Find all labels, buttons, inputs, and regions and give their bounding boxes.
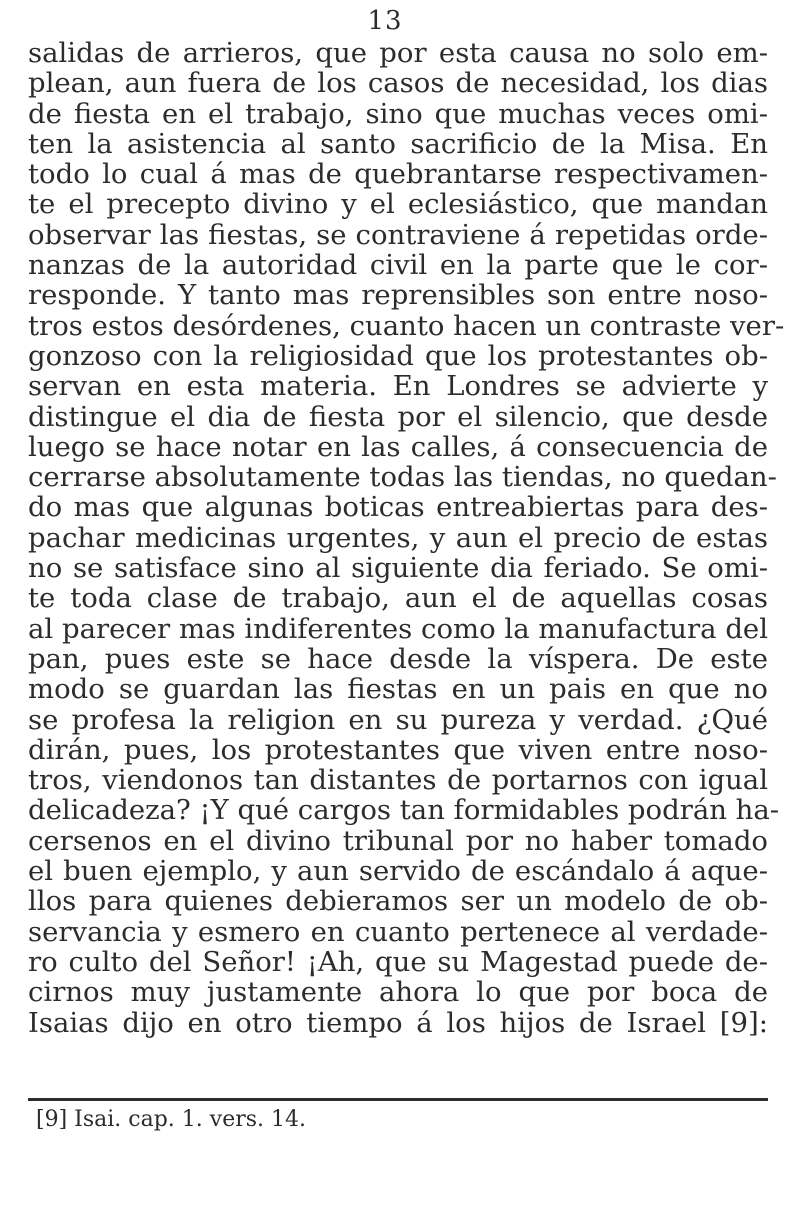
text-line: tros estos desórdenes, cuanto hacen un contraste ver-: [28, 309, 785, 342]
text-line: dirán, pues, los protestantes que viven entre noso-: [28, 733, 768, 766]
text-line: luego se hace notar en las calles, á consecuencia de: [28, 430, 768, 463]
text-line: cersenos en el divino tribunal por no haber tomado: [28, 824, 768, 857]
text-line: salidas de arrieros, que por esta causa no solo em-: [28, 37, 768, 69]
text-line: ten la asistencia al santo sacrificio de la Misa. En: [28, 127, 768, 160]
text-line: se profesa la religion en su pureza y verdad. ¿Qué: [28, 703, 768, 736]
text-line: al parecer mas indiferentes como la manufactura del: [28, 612, 768, 645]
footnote: [9] Isai. cap. 1. vers. 14.: [36, 1107, 306, 1132]
text-line: pachar medicinas urgentes, y aun el precio de estas: [28, 521, 768, 554]
text-line: modo se guardan las fiestas en un pais en que no: [28, 673, 768, 706]
text-line: do mas que algunas boticas entreabiertas para des-: [28, 491, 768, 524]
text-line: plean, aun fuera de los casos de necesidad, los dias: [28, 67, 768, 100]
text-line: te toda clase de trabajo, aun el de aquellas cosas: [28, 582, 768, 615]
text-line: servancia y esmero en cuanto pertenece al verdade-: [28, 915, 768, 948]
text-line: gonzoso con la religiosidad que los protestantes ob-: [28, 339, 768, 372]
text-line: el buen ejemplo, y aun servido de escándalo á aque-: [28, 855, 768, 888]
footnote-divider: [28, 1098, 768, 1101]
text-line: cerrarse absolutamente todas las tiendas, no quedan-: [28, 461, 777, 494]
text-line: pan, pues este se hace desde la víspera. De este: [28, 642, 768, 675]
page-number: 13: [367, 6, 403, 36]
text-line: nanzas de la autoridad civil en la parte que le cor-: [28, 249, 768, 282]
text-line: te el precepto divino y el eclesiástico, que mandan: [28, 188, 768, 221]
text-line: no se satisface sino al siguiente dia feriado. Se omi-: [28, 552, 768, 585]
text-line: todo lo cual á mas de quebrantarse respectivamen-: [28, 158, 768, 191]
text-line: delicadeza? ¡Y qué cargos tan formidables podrán ha-: [28, 794, 780, 827]
text-line: llos para quienes debieramos ser un modelo de ob-: [28, 885, 768, 918]
text-line: ro culto del Señor! ¡Ah, que su Magestad puede de-: [28, 945, 768, 978]
text-line: distingue el dia de fiesta por el silencio, que desde: [28, 400, 768, 433]
text-line: de fiesta en el trabajo, sino que muchas veces omi-: [28, 97, 768, 130]
text-line: responde. Y tanto mas reprensibles son entre noso-: [28, 279, 768, 312]
body-text: [28, 37, 785, 1039]
text-line: cirnos muy justamente ahora lo que por boca de: [28, 976, 768, 1009]
text-line: tros, viendonos tan distantes de portarnos con igual: [28, 764, 768, 797]
text-line: Isaias dijo en otro tiempo á los hijos de Israel [9]:: [28, 1006, 768, 1039]
text-line: servan en esta materia. En Londres se advierte y: [28, 370, 768, 403]
text-line: observar las fiestas, se contraviene á repetidas orde-: [28, 218, 768, 251]
